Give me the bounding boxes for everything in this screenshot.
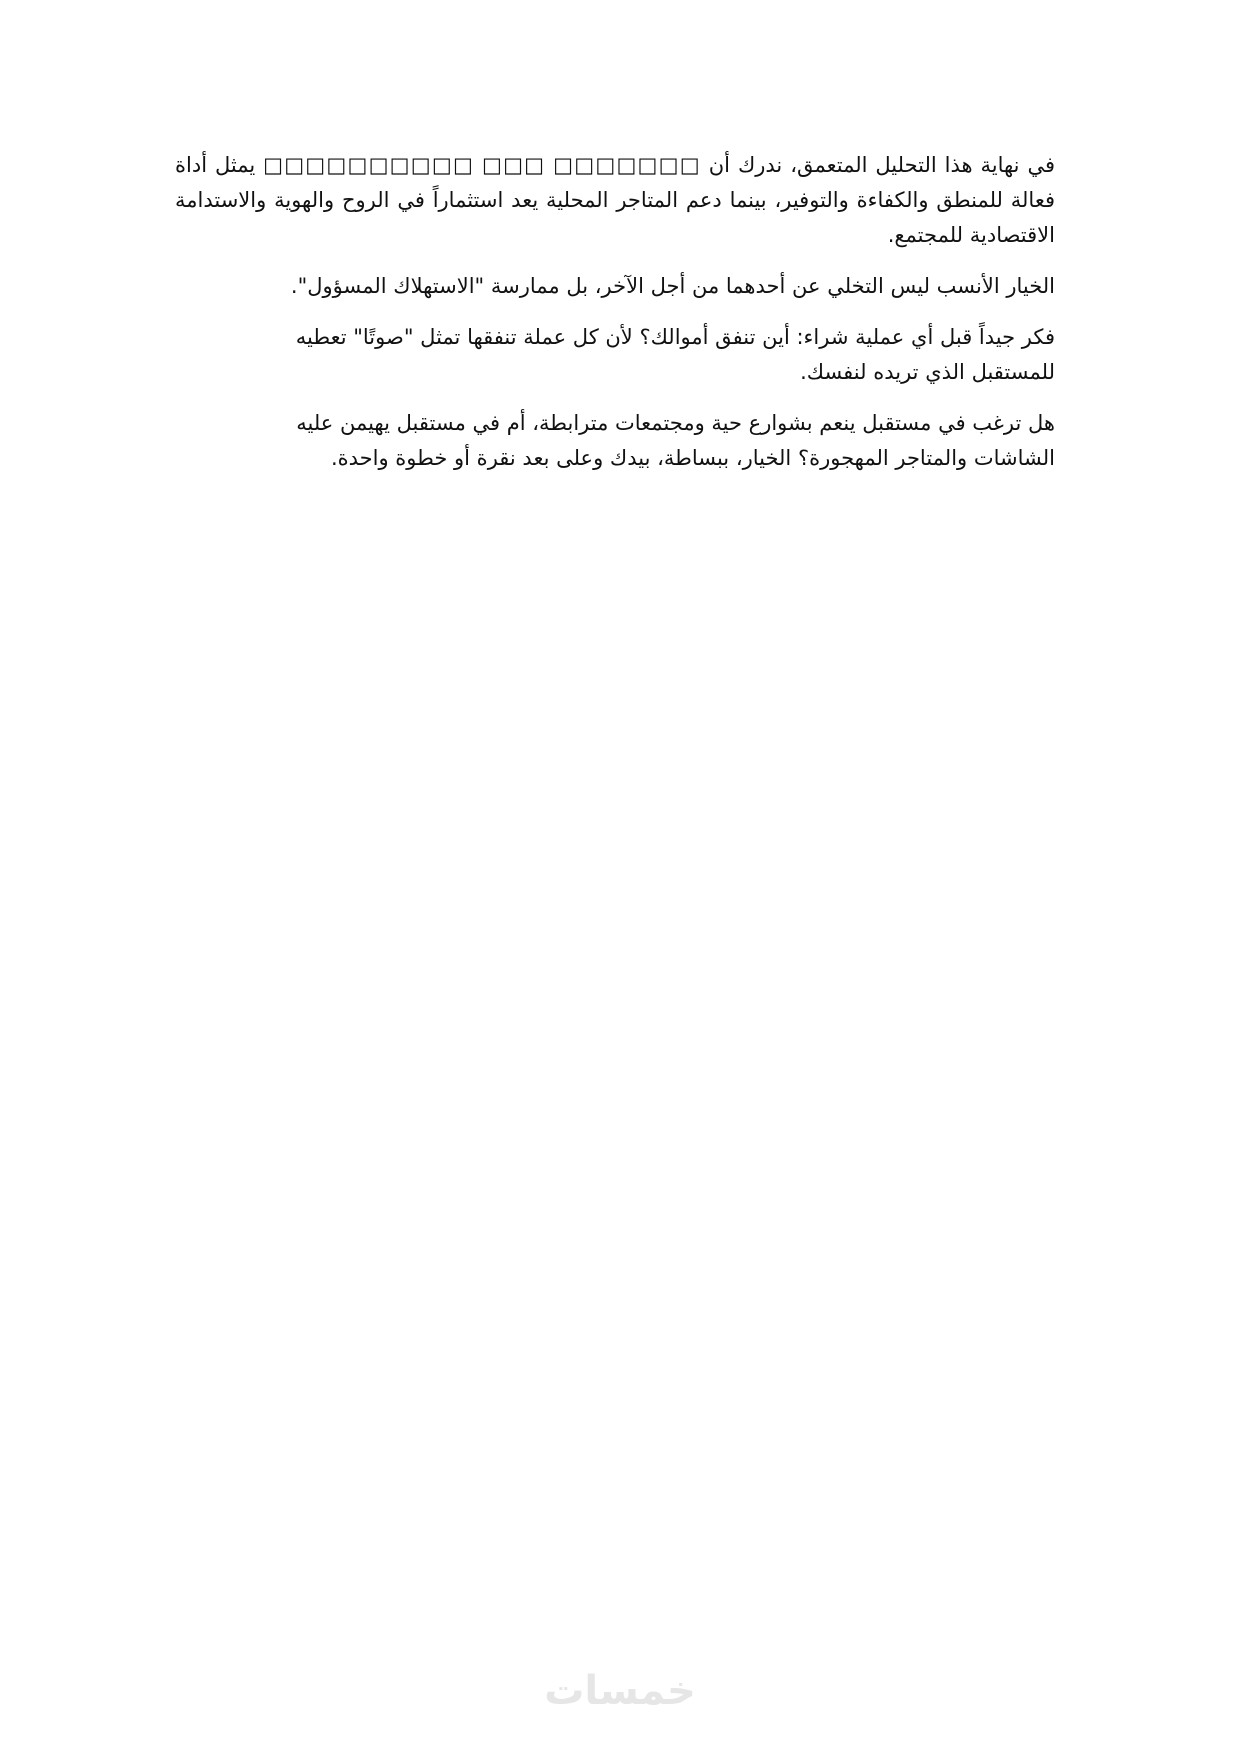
paragraph-best-choice: الخيار الأنسب ليس التخلي عن أحدهما من أجل الآخر، بل ممارسة "الاستهلاك المسؤول". [290,274,1055,298]
paragraph-conclusion: في نهاية هذا التحليل المتعمق، ندرك أن □□□□□□□ □□□ □□□□□□□□□□ يمثل أداة فعالة للمنطق والكفاءة والتوفير، بينما دعم المتاجر المحلية يعد استثماراً في الروح والهوية والاستدامة الاقتصادية للمجتمع. [175,153,1055,247]
document-body [175,148,1055,492]
paragraph-future-question: هل ترغب في مستقبل ينعم بشوارع حية ومجتمعات مترابطة، أم في مستقبل يهيمن عليه الشاشات والمتاجر المهجورة؟ الخيار، ببساطة، بيدك وعلى بعد نقرة أو خطوة واحدة. [296,411,1055,470]
khamsat-watermark-logo: خمسات [544,1668,696,1714]
paragraph-think-before-buying: فكر جيداً قبل أي عملية شراء: أين تنفق أموالك؟ لأن كل عملة تنفقها تمثل "صوتًا" تعطيه للمستقبل الذي تريده لنفسك. [295,325,1055,384]
